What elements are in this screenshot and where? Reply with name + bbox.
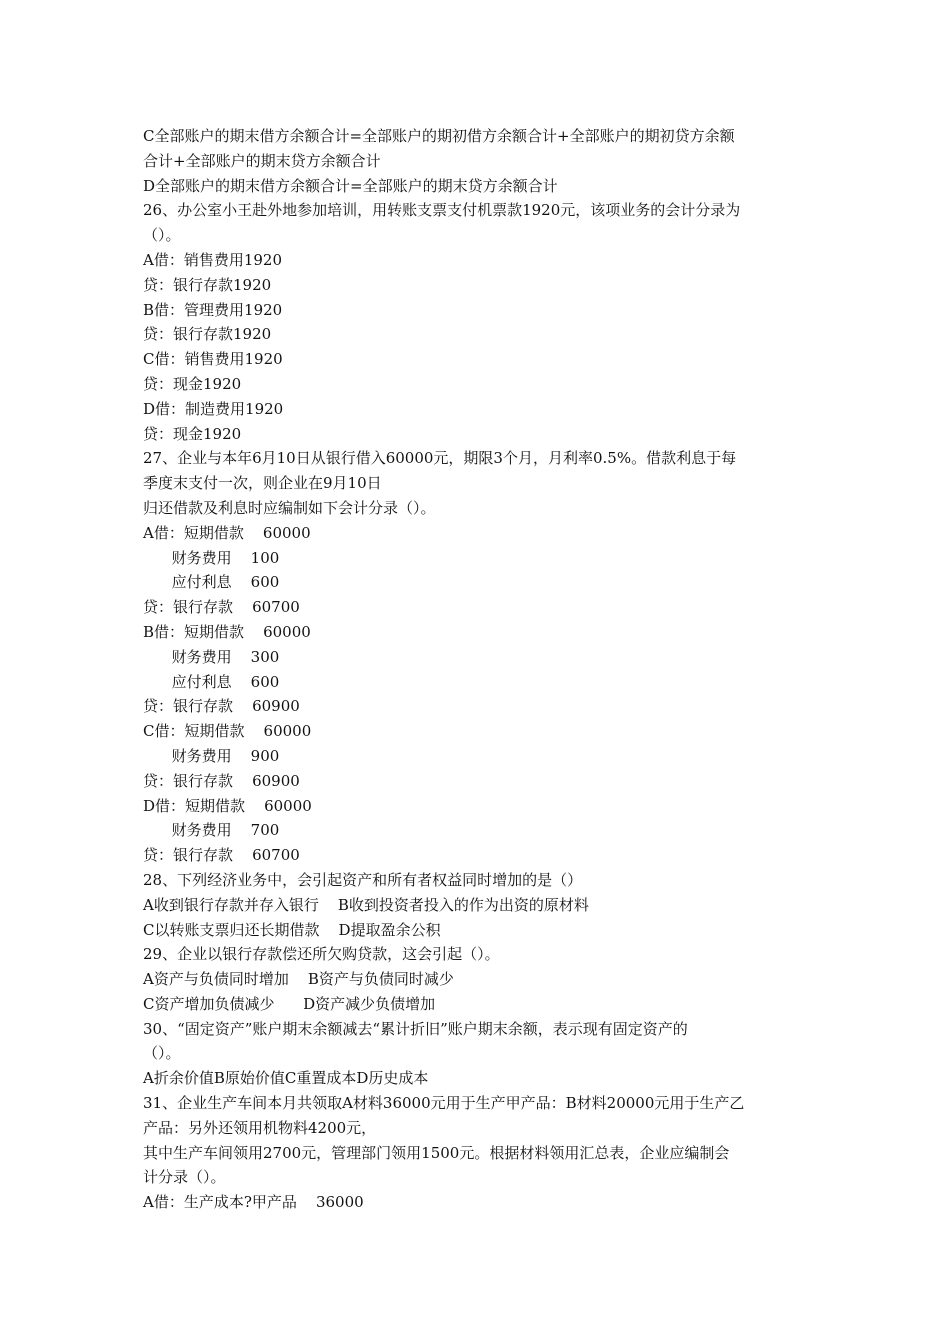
option-line: A资产与负债同时增加 B资产与负债同时减少	[143, 970, 454, 989]
text-line: 季度末支付一次，则企业在9月10日	[143, 474, 382, 493]
option-line: A收到银行存款并存入银行 B收到投资者投入的作为出资的原材料	[143, 895, 589, 914]
option-line: 财务费用 300	[143, 647, 280, 666]
option-line: 应付利息 600	[143, 672, 280, 691]
text-line: （）。	[143, 226, 181, 245]
option-line: 财务费用 900	[143, 746, 280, 765]
question-26-line: 26、办公室小王赴外地参加培训，用转账支票支付机票款1920元，该项业务的会计分录为	[143, 201, 741, 220]
option-line: C以转账支票归还长期借款 D提取盈余公积	[143, 920, 441, 939]
option-line: C借：销售费用1920	[143, 350, 283, 369]
text-line: 合计+全部账户的期末贷方余额合计	[143, 151, 381, 170]
option-line: 贷：现金1920	[143, 424, 242, 443]
option-line: 贷：银行存款 60900	[143, 771, 300, 790]
option-line: 贷：银行存款1920	[143, 325, 272, 344]
option-line: A折余价值B原始价值C重置成本D历史成本	[143, 1069, 429, 1088]
text-line: 计分录（）。	[143, 1168, 226, 1187]
option-line: D借：短期借款 60000	[143, 796, 312, 815]
option-line: A借：销售费用1920	[143, 250, 283, 269]
option-line: B借：管理费用1920	[143, 300, 283, 319]
text-line: D全部账户的期末借方余额合计=全部账户的期末贷方余额合计	[143, 176, 558, 195]
option-line: 财务费用 100	[143, 548, 280, 567]
question-28-line: 28、下列经济业务中，会引起资产和所有者权益同时增加的是（）	[143, 870, 583, 889]
text-line: 其中生产车间领用2700元，管理部门领用1500元。根据材料领用汇总表，企业应编制会	[143, 1143, 730, 1162]
question-29-line: 29、企业以银行存款偿还所欠购贷款，这会引起（）。	[143, 945, 500, 964]
question-27-line: 27、企业与本年6月10日从银行借入60000元，期限3个月，月利率0.5%。借款利息于每	[143, 449, 737, 468]
option-line: D借：制造费用1920	[143, 399, 284, 418]
question-30-line: 30、“固定资产”账户期末余额减去“累计折旧”账户期末余额，表示现有固定资产的	[143, 1019, 688, 1038]
option-line: 贷：银行存款1920	[143, 275, 272, 294]
option-line: 贷：银行存款 60700	[143, 846, 300, 865]
document-body	[143, 124, 815, 1215]
option-line: 财务费用 700	[143, 821, 280, 840]
option-line: 贷：银行存款 60700	[143, 598, 300, 617]
option-line: B借：短期借款 60000	[143, 622, 311, 641]
option-line: 贷：银行存款 60900	[143, 697, 300, 716]
option-line: 贷：现金1920	[143, 374, 242, 393]
text-line: 产品：另外还领用机物料4200元，	[143, 1118, 377, 1137]
option-line: C资产增加负债减少 D资产减少负债增加	[143, 994, 436, 1013]
option-line: A借：生产成本?甲产品 36000	[143, 1193, 364, 1212]
text-line: C全部账户的期末借方余额合计=全部账户的期初借方余额合计+全部账户的期初贷方余额	[143, 127, 735, 145]
option-line: A借：短期借款 60000	[143, 523, 311, 542]
text-line: 归还借款及利息时应编制如下会计分录（）。	[143, 498, 436, 517]
option-line: 应付利息 600	[143, 573, 280, 592]
text-line: （）。	[143, 1044, 181, 1063]
option-line: C借：短期借款 60000	[143, 722, 312, 741]
question-31-line: 31、企业生产车间本月共领取A材料36000元用于生产甲产品：B材料20000元用于生产乙	[143, 1094, 745, 1113]
